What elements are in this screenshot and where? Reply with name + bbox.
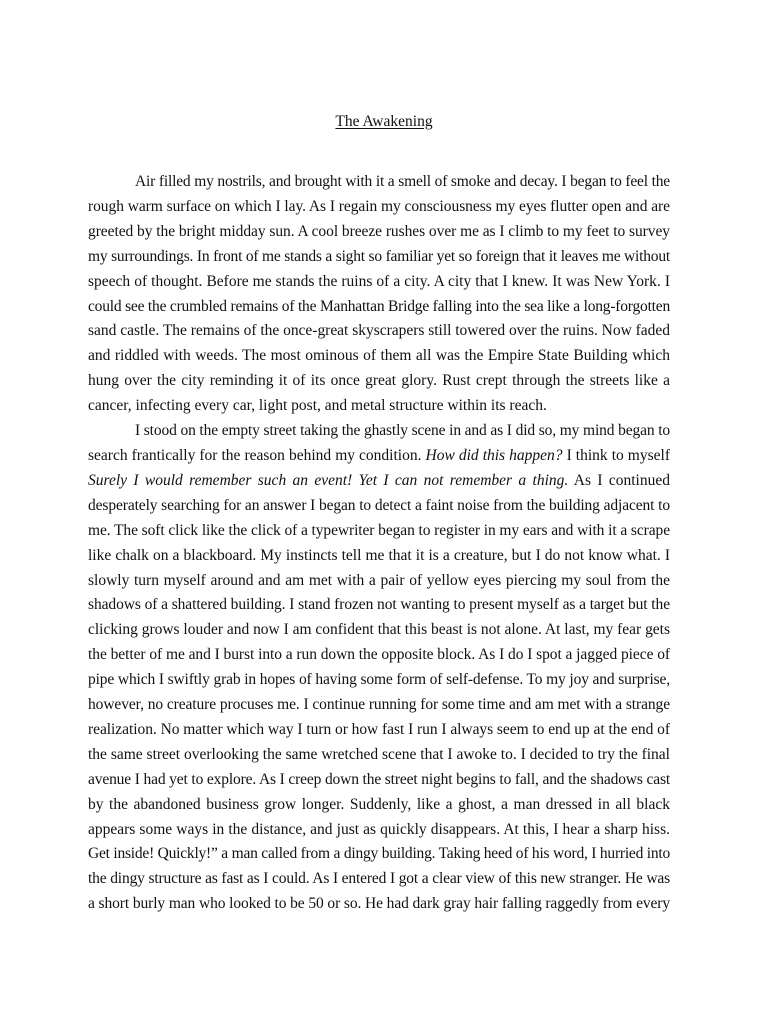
text-line: the better of me and I burst into a run down the opposite block. As I do I spot a jagged piece of	[88, 646, 670, 664]
text-line-mixed	[88, 469, 670, 494]
text-line: cancer, infecting every car, light post, and metal structure within its reach.	[88, 397, 547, 415]
text-line: sand castle. The remains of the once-great skyscrapers still towered over the ruins. Now faded	[88, 322, 670, 340]
text-run: I think to myself	[562, 446, 670, 464]
text-line: however, no creature procuses me. I continue running for some time and am met with a strange	[88, 696, 670, 714]
paragraph-1	[88, 170, 670, 419]
text-line: Get inside! Quickly!” a man called from a dingy building. Taking heed of his word, I hurried into	[88, 845, 670, 863]
text-run: As I continued	[568, 471, 670, 489]
text-line: speech of thought. Before me stands the ruins of a city. A city that I knew. It was New York. I	[88, 272, 670, 290]
text-line: desperately searching for an answer I began to detect a faint noise from the building adjacent to	[88, 496, 670, 514]
text-line: the dingy structure as fast as I could. As I entered I got a clear view of this new stranger. He was	[88, 870, 670, 888]
text-line: me. The soft click like the click of a typewriter began to register in my ears and with it a scrape	[88, 521, 670, 539]
text-line: my surroundings. In front of me stands a sight so familiar yet so foreign that it leaves me without	[88, 247, 670, 265]
text-line: avenue I had yet to explore. As I creep down the street night begins to fall, and the shadows cast	[88, 770, 670, 788]
text-line: I stood on the empty street taking the ghastly scene in and as I did so, my mind began to	[135, 422, 670, 440]
text-line: by the abandoned business grow longer. Suddenly, like a ghost, a man dressed in all black	[88, 795, 670, 813]
text-line: Air filled my nostrils, and brought with it a smell of smoke and decay. I began to feel the	[135, 173, 670, 190]
text-line: the same street overlooking the same wretched scene that I awoke to. I decided to try the final	[88, 745, 670, 763]
document-title-container	[0, 111, 768, 133]
text-line: a short burly man who looked to be 50 or so. He had dark gray hair falling raggedly from every	[88, 895, 670, 913]
text-line: appears some ways in the distance, and just as quickly disappears. At this, I hear a sharp hiss.	[88, 820, 670, 838]
italic-thought: How did this happen?	[425, 446, 563, 464]
text-line: clicking grows louder and now I am confident that this beast is not alone. At last, my fear gets	[88, 621, 670, 639]
text-line: shadows of a shattered building. I stand frozen not wanting to present myself as a target but the	[88, 596, 670, 614]
text-line: and riddled with weeds. The most ominous of them all was the Empire State Building which	[88, 347, 670, 365]
document-body	[88, 170, 670, 917]
text-line: realization. No matter which way I turn or how fast I run I always seem to end up at the end of	[88, 720, 670, 738]
text-line: pipe which I swiftly grab in hopes of having some form of self-defense. To my joy and surprise,	[88, 671, 670, 689]
italic-thought: Surely I would remember such an event! Yet I can not remember a thing.	[88, 471, 569, 489]
document-title: The Awakening	[335, 113, 433, 130]
text-line: could see the crumbled remains of the Manhattan Bridge falling into the sea like a long-forgotten	[88, 297, 670, 315]
text-line: hung over the city reminding it of its once great glory. Rust crept through the streets like a	[88, 372, 670, 390]
text-line: slowly turn myself around and am met with a pair of yellow eyes piercing my soul from the	[88, 571, 670, 589]
text-line: rough warm surface on which I lay. As I regain my consciousness my eyes flutter open and are	[88, 197, 670, 215]
text-line: like chalk on a blackboard. My instincts tell me that it is a creature, but I do not know what. I	[88, 546, 670, 564]
text-run: search frantically for the reason behind my condition.	[88, 446, 426, 464]
paragraph-2	[88, 419, 670, 917]
text-line-mixed	[88, 444, 670, 469]
text-line: greeted by the bright midday sun. A cool breeze rushes over me as I climb to my feet to survey	[88, 222, 670, 240]
